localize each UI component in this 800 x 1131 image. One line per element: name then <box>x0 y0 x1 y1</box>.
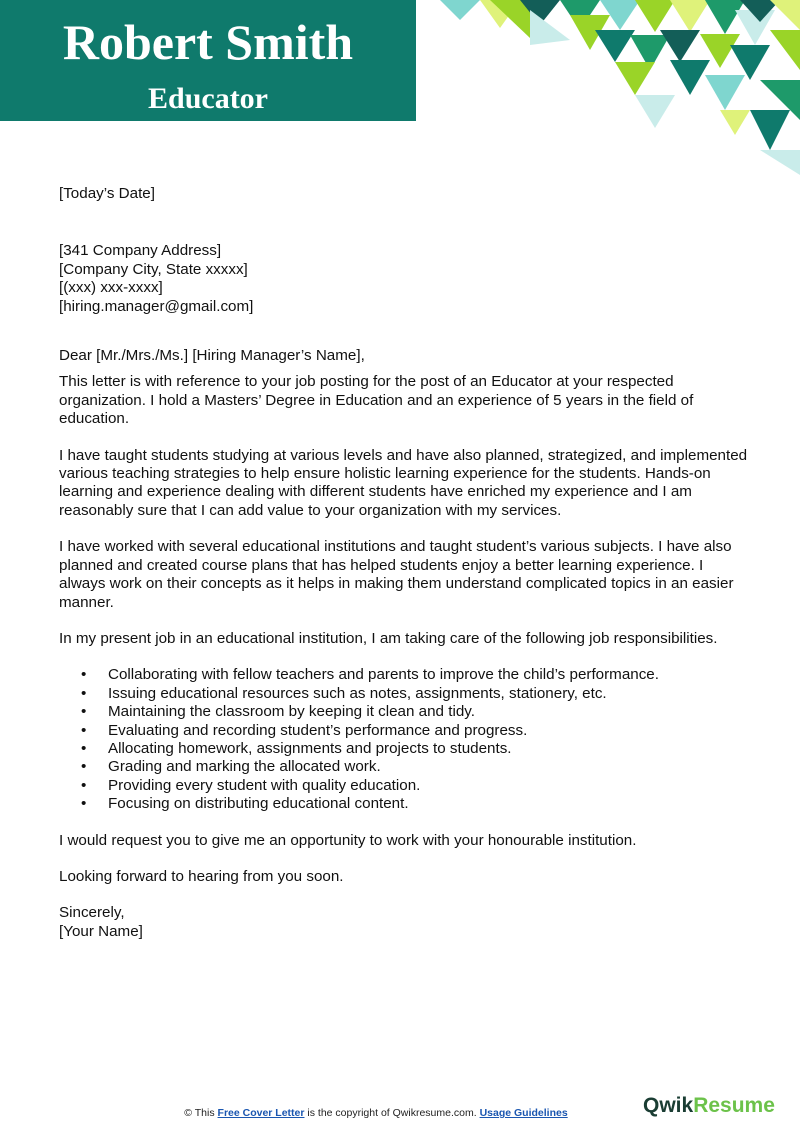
responsibilities-list <box>59 666 749 813</box>
letter-date: [Today’s Date] <box>59 185 155 202</box>
logo-part-resume: Resume <box>693 1094 775 1117</box>
address-line: [(xxx) xxx-xxxx] <box>59 279 163 297</box>
geometric-triangle-pattern-icon <box>430 0 800 175</box>
signature-name: [Your Name] <box>59 922 143 940</box>
letter-body <box>59 185 749 941</box>
qwikresume-logo <box>643 1093 783 1119</box>
applicant-job-title: Educator <box>148 82 268 115</box>
footer-prefix: © This <box>184 1107 215 1119</box>
header-band <box>0 0 416 121</box>
address-line: [Company City, State xxxxx] <box>59 260 248 278</box>
address-line: [341 Company Address] <box>59 242 222 260</box>
footer-middle: is the copyright of Qwikresume.com. <box>307 1107 477 1119</box>
list-item: • Issuing educational resources such as notes, assignments, stationery, etc. <box>59 685 749 703</box>
body-paragraph: I have taught students studying at various levels and have also planned, strategized, and implemented various teaching strategies to help ensure holistic learning experience for the students. Hands-on learning and experience dealing with different students have enriched my experience and I am reasonably sure that I can add value to your organization with my services. <box>59 446 748 519</box>
copyright-footer <box>0 1106 752 1120</box>
signoff: Sincerely, <box>59 904 125 922</box>
list-item: • Allocating homework, assignments and projects to students. <box>59 740 749 758</box>
list-item: • Collaborating with fellow teachers and parents to improve the child’s performance. <box>59 666 749 684</box>
list-item: • Focusing on distributing educational content. <box>59 795 749 813</box>
body-paragraph: In my present job in an educational institution, I am taking care of the following job responsibilities. <box>59 629 718 647</box>
body-paragraph: This letter is with reference to your job posting for the post of an Educator at your respected organization. I hold a Masters’ Degree in Education and an experience of 5 years in the field of education. <box>59 373 694 428</box>
logo-part-qwik: Qwik <box>643 1094 694 1117</box>
address-line: [hiring.manager@gmail.com] <box>59 297 254 315</box>
usage-guidelines-link[interactable]: Usage Guidelines <box>479 1107 568 1119</box>
closing-paragraph: I would request you to give me an opportunity to work with your honourable institution. <box>59 831 637 849</box>
body-paragraph: I have worked with several educational institutions and taught student’s various subjects. I have also planned and created course plans that has helped students enjoy a better learning experience. I always work on their concepts as it helps in making them understand complicated topics in an easier manner. <box>59 538 734 611</box>
free-cover-letter-link[interactable]: Free Cover Letter <box>217 1107 305 1119</box>
salutation: Dear [Mr./Mrs./Ms.] [Hiring Manager’s Name], <box>59 347 365 365</box>
list-item: • Maintaining the classroom by keeping it clean and tidy. <box>59 703 749 721</box>
signature-block <box>59 904 749 941</box>
list-item: • Evaluating and recording student’s performance and progress. <box>59 722 749 740</box>
list-item: • Grading and marking the allocated work. <box>59 758 749 776</box>
applicant-name: Robert Smith <box>62 14 354 70</box>
closing-paragraph: Looking forward to hearing from you soon. <box>59 867 344 885</box>
recipient-address <box>59 242 749 316</box>
list-item: • Providing every student with quality education. <box>59 777 749 795</box>
